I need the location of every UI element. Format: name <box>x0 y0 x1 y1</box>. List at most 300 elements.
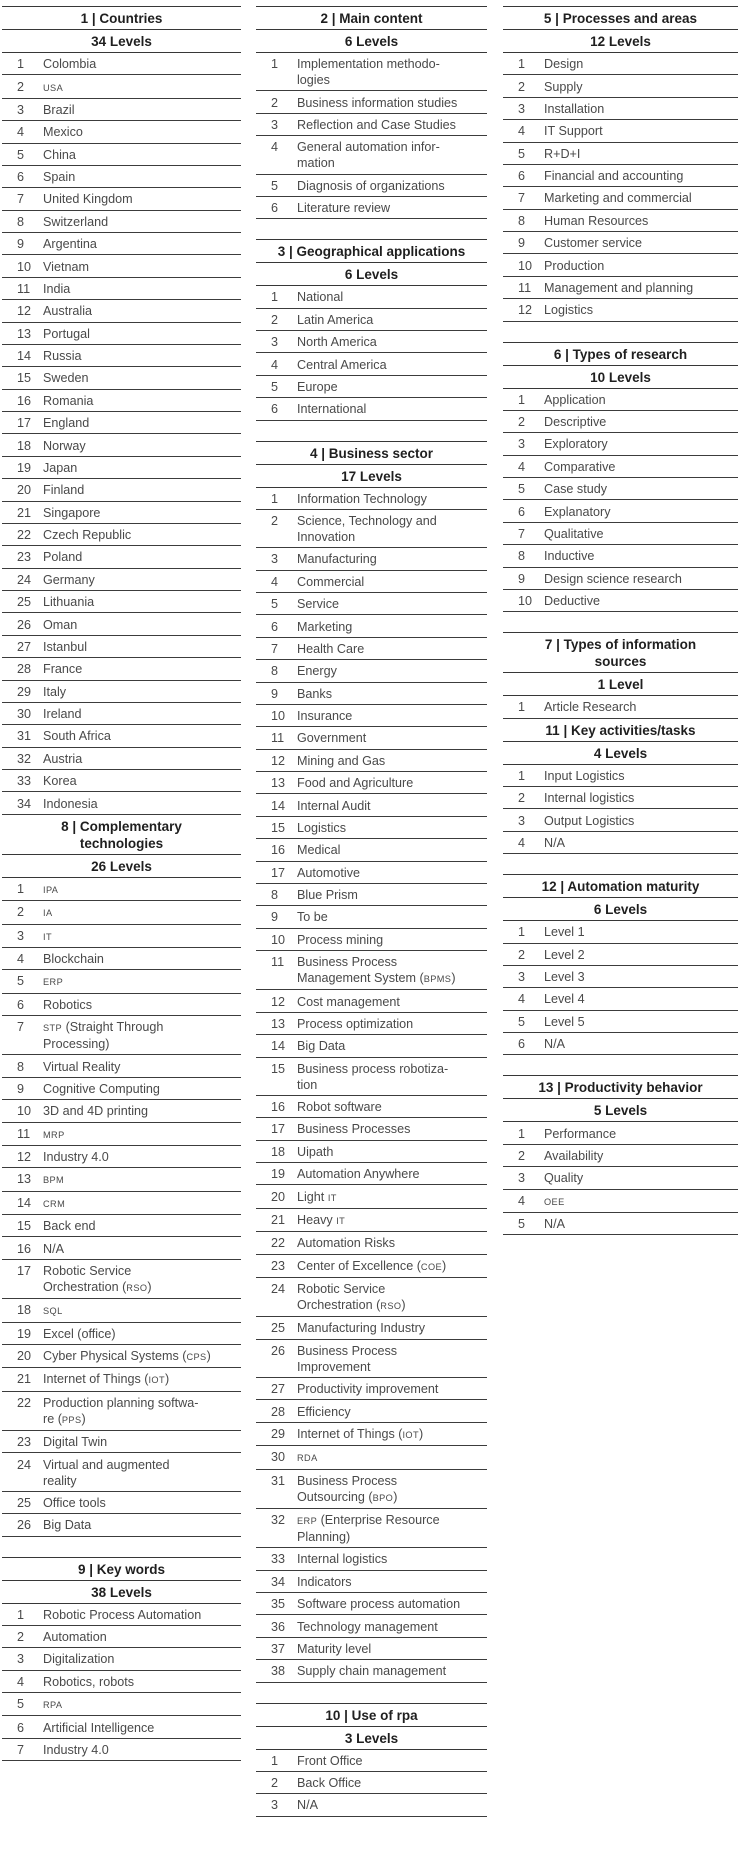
row-label: Industry 4.0 <box>43 1742 109 1757</box>
row-number: 35 <box>271 1597 286 1612</box>
row-label: Korea <box>43 774 77 789</box>
table-row <box>2 1078 241 1100</box>
table-row <box>256 376 487 398</box>
table-row <box>256 1615 487 1637</box>
table-row <box>256 1185 487 1208</box>
row-number: 2 <box>518 947 526 962</box>
table-row <box>503 254 738 276</box>
row-number: 8 <box>518 549 526 564</box>
row-number: 4 <box>518 1193 526 1208</box>
table-row <box>256 1163 487 1185</box>
row-number: 3 <box>271 117 279 132</box>
row-label: Manufacturing <box>297 552 377 567</box>
table-row <box>2 546 241 568</box>
table-row <box>256 309 487 331</box>
table-row <box>256 353 487 375</box>
row-label: Government <box>297 731 367 746</box>
row-label: Heavy IT <box>297 1212 346 1227</box>
table-row <box>2 1671 241 1693</box>
row-label: Qualitative <box>544 526 604 541</box>
row-label: Sweden <box>43 371 89 386</box>
table-title: 11 | Key activities/tasks <box>503 719 738 742</box>
table-row <box>256 510 487 548</box>
table-title: 6 | Types of research <box>503 343 738 366</box>
row-label: ERP (Enterprise Resource Planning) <box>297 1513 440 1545</box>
row-label: Cost management <box>297 994 400 1009</box>
row-number: 5 <box>17 974 25 989</box>
row-number: 10 <box>17 259 32 274</box>
table-row <box>2 725 241 747</box>
row-label: China <box>43 147 76 162</box>
row-number: 20 <box>271 1189 286 1204</box>
row-number: 29 <box>271 1426 286 1441</box>
table-row <box>2 1123 241 1146</box>
table-row <box>503 809 738 831</box>
table-row <box>2 994 241 1016</box>
row-number: 31 <box>17 729 32 744</box>
row-number: 18 <box>271 1144 286 1159</box>
table-main-content <box>256 6 487 219</box>
row-number: 14 <box>17 1195 32 1210</box>
row-number: 30 <box>271 1450 286 1465</box>
table-row <box>256 53 487 91</box>
table-title: 10 | Use of rpa <box>256 1704 487 1727</box>
row-number: 8 <box>17 1059 25 1074</box>
acronym-smallcaps: IT <box>327 1192 337 1203</box>
acronym-smallcaps: SQL <box>43 1306 63 1317</box>
table-row <box>256 1638 487 1660</box>
row-label: Uipath <box>297 1144 334 1159</box>
row-number: 19 <box>17 1326 32 1341</box>
table-row <box>256 1660 487 1682</box>
row-label: Russia <box>43 349 82 364</box>
table-row <box>256 1096 487 1118</box>
table-row <box>256 884 487 906</box>
row-label: Technology management <box>297 1619 438 1634</box>
table-row <box>503 500 738 522</box>
row-label: Automation Anywhere <box>297 1167 420 1182</box>
table-row <box>256 548 487 570</box>
table-row <box>2 1604 241 1626</box>
row-number: 15 <box>17 1219 32 1234</box>
row-number: 4 <box>17 125 25 140</box>
table-row <box>256 286 487 308</box>
row-number: 1 <box>271 491 279 506</box>
row-label: Robotics, robots <box>43 1674 134 1689</box>
row-label: Robotic Service Orchestration (RSO) <box>43 1263 152 1294</box>
row-number: 3 <box>518 437 526 452</box>
row-label: Cognitive Computing <box>43 1081 160 1096</box>
table-row <box>256 1317 487 1339</box>
row-number: 1 <box>518 1126 526 1141</box>
table-row <box>256 615 487 637</box>
table-row <box>2 1392 241 1431</box>
table-row <box>2 390 241 412</box>
table-row <box>256 839 487 861</box>
table-row <box>2 1215 241 1237</box>
table-row <box>503 210 738 232</box>
table-row <box>2 524 241 546</box>
row-label: General automation infor- mation <box>297 140 440 171</box>
row-label: Finland <box>43 483 85 498</box>
acronym-smallcaps: PPS <box>61 1414 82 1425</box>
row-number: 6 <box>17 997 25 1012</box>
row-number: 7 <box>518 526 526 541</box>
row-label: Center of Excellence (COE) <box>297 1258 447 1273</box>
table-row <box>2 502 241 524</box>
row-label: Czech Republic <box>43 528 132 543</box>
row-number: 2 <box>518 415 526 430</box>
row-label: Automation <box>43 1630 107 1645</box>
table-row <box>2 1192 241 1215</box>
table-productivity-behavior <box>503 1075 738 1235</box>
table-types-of-research <box>503 342 738 613</box>
row-label: Commercial <box>297 574 365 589</box>
row-number: 18 <box>17 1303 32 1318</box>
table-row <box>256 1278 487 1317</box>
table-row <box>256 727 487 749</box>
row-label: Inductive <box>544 549 595 564</box>
row-label: Level 4 <box>544 992 585 1007</box>
acronym-smallcaps: BPM <box>43 1175 65 1186</box>
table-row <box>2 188 241 210</box>
acronym-smallcaps: CRM <box>43 1198 66 1209</box>
row-number: 8 <box>17 214 25 229</box>
row-number: 7 <box>17 1742 25 1757</box>
row-label: Internet of Things (IOT) <box>297 1426 424 1441</box>
acronym-smallcaps: IPA <box>43 884 59 895</box>
table-processes-and-areas <box>503 6 738 322</box>
row-number: 7 <box>17 1020 25 1035</box>
table-row <box>2 1716 241 1738</box>
table-row <box>256 1058 487 1096</box>
row-number: 17 <box>271 865 286 880</box>
row-label: Software process automation <box>297 1597 461 1612</box>
row-label: Manufacturing Industry <box>297 1321 426 1336</box>
row-label: Istanbul <box>43 639 88 654</box>
row-label: Business Process Management System (BPMS) <box>297 955 456 986</box>
column-right <box>503 0 738 1235</box>
row-label: R+D+I <box>544 146 581 161</box>
row-label: Process mining <box>297 932 384 947</box>
table-row <box>256 331 487 353</box>
row-label: Latin America <box>297 312 374 327</box>
row-number: 31 <box>271 1473 286 1488</box>
table-levels-count: 17 Levels <box>256 465 487 488</box>
row-label: Financial and accounting <box>544 169 684 184</box>
row-number: 11 <box>271 955 285 970</box>
row-label: Digitalization <box>43 1652 115 1667</box>
table-row <box>256 1470 487 1509</box>
table-row <box>2 144 241 166</box>
table-row <box>503 98 738 120</box>
row-number: 3 <box>271 552 279 567</box>
table-title: 2 | Main content <box>256 7 487 30</box>
table-levels-count: 6 Levels <box>256 263 487 286</box>
table-row <box>2 748 241 770</box>
row-number: 12 <box>17 304 32 319</box>
row-number: 34 <box>17 796 32 811</box>
table-row <box>503 120 738 142</box>
table-row <box>256 488 487 510</box>
row-label: Robotic Service Orchestration (RSO) <box>297 1282 406 1313</box>
row-label: Food and Agriculture <box>297 776 414 791</box>
table-row <box>2 1237 241 1259</box>
row-number: 21 <box>271 1212 286 1227</box>
table-key-words <box>2 1557 241 1762</box>
row-number: 24 <box>17 1457 32 1472</box>
table-title: 4 | Business sector <box>256 442 487 465</box>
row-label: Marketing <box>297 619 353 634</box>
row-number: 3 <box>518 970 526 985</box>
row-number: 13 <box>271 776 286 791</box>
table-row <box>256 683 487 705</box>
row-number: 5 <box>271 597 279 612</box>
row-label <box>43 1696 241 1713</box>
row-number: 38 <box>271 1664 286 1679</box>
table-row <box>256 638 487 660</box>
table-row <box>2 434 241 456</box>
table-title: 1 | Countries <box>2 7 241 30</box>
row-number: 33 <box>271 1552 286 1567</box>
row-number: 10 <box>271 932 286 947</box>
row-label: Management and planning <box>544 280 694 295</box>
row-number: 13 <box>17 1172 32 1187</box>
table-row <box>256 175 487 197</box>
table-row <box>256 1340 487 1378</box>
row-number: 22 <box>17 1395 32 1410</box>
table-row <box>2 569 241 591</box>
table-levels-count: 12 Levels <box>503 30 738 53</box>
row-number: 10 <box>17 1104 32 1119</box>
row-number: 1 <box>518 700 526 715</box>
row-number: 4 <box>518 835 526 850</box>
row-number: 20 <box>17 1349 32 1364</box>
row-number: 23 <box>271 1258 286 1273</box>
table-row <box>2 1016 241 1055</box>
table-row <box>256 398 487 420</box>
table-row <box>256 990 487 1012</box>
row-label: North America <box>297 335 377 350</box>
row-number: 5 <box>518 482 526 497</box>
row-label: Big Data <box>297 1039 346 1054</box>
row-number: 27 <box>271 1382 286 1397</box>
row-number: 24 <box>17 572 32 587</box>
table-row <box>256 862 487 884</box>
table-row <box>256 660 487 682</box>
table-row <box>256 1232 487 1254</box>
table-row <box>2 367 241 389</box>
table-row <box>503 944 738 966</box>
row-number: 1 <box>518 925 526 940</box>
row-label: Implementation methodo- logies <box>297 57 440 88</box>
row-label: Spain <box>43 170 76 185</box>
row-label: Level 1 <box>544 925 585 940</box>
row-number: 12 <box>271 994 286 1009</box>
row-number: 15 <box>17 371 32 386</box>
table-row <box>256 1400 487 1422</box>
row-number: 5 <box>518 146 526 161</box>
row-number: 4 <box>518 992 526 1007</box>
row-label: Level 5 <box>544 1014 585 1029</box>
acronym-smallcaps: RPA <box>43 1700 63 1711</box>
row-number: 2 <box>271 1776 279 1791</box>
row-number: 5 <box>518 1014 526 1029</box>
row-label: Japan <box>43 460 78 475</box>
row-number: 3 <box>271 335 279 350</box>
row-label: Internal logistics <box>544 791 635 806</box>
row-label: Human Resources <box>544 213 649 228</box>
table-levels-count: 6 Levels <box>256 30 487 53</box>
acronym-smallcaps: COE <box>420 1261 443 1272</box>
row-number: 21 <box>17 1372 32 1387</box>
row-label: Logistics <box>544 303 593 318</box>
table-row <box>503 456 738 478</box>
row-number: 1 <box>271 290 279 305</box>
row-label <box>43 928 241 945</box>
table-row <box>256 1423 487 1446</box>
row-label: Singapore <box>43 505 101 520</box>
row-number: 6 <box>271 619 279 634</box>
table-row <box>2 1055 241 1077</box>
table-row <box>2 1368 241 1391</box>
table-row <box>2 658 241 680</box>
column-left <box>2 0 241 1761</box>
table-row <box>503 787 738 809</box>
table-row <box>256 929 487 951</box>
row-number: 2 <box>17 79 25 94</box>
row-number: 8 <box>271 664 279 679</box>
table-row <box>256 1035 487 1057</box>
row-number: 5 <box>271 379 279 394</box>
row-number: 36 <box>271 1619 286 1634</box>
row-number: 2 <box>271 514 279 529</box>
table-title: 3 | Geographical applications <box>256 240 487 263</box>
row-label: Blockchain <box>43 952 104 967</box>
table-title: 13 | Productivity behavior <box>503 1076 738 1099</box>
table-row <box>2 703 241 725</box>
row-label: India <box>43 281 71 296</box>
row-number: 32 <box>17 751 32 766</box>
row-number: 3 <box>17 928 25 943</box>
row-number: 28 <box>17 662 32 677</box>
table-complementary-technologies <box>2 815 241 1537</box>
table-row <box>256 1509 487 1548</box>
row-label <box>43 79 241 96</box>
row-label <box>43 904 241 921</box>
row-label: N/A <box>43 1241 64 1256</box>
table-row <box>503 568 738 590</box>
table-row <box>2 1453 241 1491</box>
row-label: Medical <box>297 843 341 858</box>
row-label <box>297 1449 487 1466</box>
acronym-smallcaps: MRP <box>43 1129 65 1140</box>
row-number: 33 <box>17 774 32 789</box>
row-number: 9 <box>518 571 526 586</box>
row-label: 3D and 4D printing <box>43 1104 149 1119</box>
row-label: Robotic Process Automation <box>43 1607 202 1622</box>
table-row <box>2 1299 241 1322</box>
row-label: Health Care <box>297 641 365 656</box>
row-number: 1 <box>271 57 279 72</box>
table-business-sector <box>256 441 487 884</box>
row-label: Design <box>544 57 584 72</box>
row-number: 4 <box>271 140 279 155</box>
table-row <box>256 817 487 839</box>
row-label: Reflection and Case Studies <box>297 117 456 132</box>
row-label: Internal Audit <box>297 798 371 813</box>
row-number: 9 <box>271 910 279 925</box>
table-row <box>2 878 241 901</box>
row-number: 4 <box>518 459 526 474</box>
row-number: 12 <box>17 1150 32 1165</box>
row-label: Romania <box>43 393 94 408</box>
row-number: 5 <box>518 1217 526 1232</box>
table-row <box>256 906 487 928</box>
table-row <box>2 1739 241 1761</box>
row-number: 6 <box>518 504 526 519</box>
row-number: 3 <box>518 1171 526 1186</box>
row-label: Blue Prism <box>297 888 358 903</box>
row-label: Industry 4.0 <box>43 1150 109 1165</box>
table-title: 12 | Automation maturity <box>503 875 738 898</box>
table-row <box>256 1013 487 1035</box>
table-row <box>256 1593 487 1615</box>
row-number: 29 <box>17 684 32 699</box>
row-number: 9 <box>518 236 526 251</box>
row-number: 17 <box>17 1263 32 1278</box>
acronym-smallcaps: STP <box>43 1023 63 1034</box>
acronym-smallcaps: IA <box>43 908 53 919</box>
row-number: 4 <box>17 952 25 967</box>
table-levels-count: 26 Levels <box>2 855 241 878</box>
row-number: 7 <box>17 192 25 207</box>
row-number: 4 <box>271 574 279 589</box>
table-levels-count: 10 Levels <box>503 366 738 389</box>
table-row <box>2 412 241 434</box>
table-row <box>2 479 241 501</box>
row-label: N/A <box>544 835 565 850</box>
row-label: Business process robotiza- tion <box>297 1061 449 1092</box>
row-label: National <box>297 290 344 305</box>
table-row <box>2 278 241 300</box>
row-number: 23 <box>17 1435 32 1450</box>
row-number: 12 <box>271 753 286 768</box>
row-label: Availability <box>544 1148 604 1163</box>
row-number: 2 <box>17 1630 25 1645</box>
row-label: STP (Straight Through Processing) <box>43 1020 164 1052</box>
table-row <box>503 277 738 299</box>
row-number: 5 <box>17 1697 25 1712</box>
table-key-activities-tasks <box>503 719 738 855</box>
row-label: Article Research <box>544 700 637 715</box>
table-row <box>2 901 241 924</box>
row-label: Productivity improvement <box>297 1382 439 1397</box>
table-row <box>256 1209 487 1232</box>
row-number: 32 <box>271 1513 286 1528</box>
table-row <box>256 1794 487 1816</box>
row-label <box>43 1195 241 1212</box>
row-number: 10 <box>518 594 533 609</box>
row-number: 10 <box>271 709 286 724</box>
row-label: Indicators <box>297 1574 352 1589</box>
row-number: 16 <box>17 393 32 408</box>
table-row <box>256 571 487 593</box>
table-row <box>503 1190 738 1213</box>
table-row <box>256 1571 487 1593</box>
row-label <box>43 1302 241 1319</box>
row-label: Supply chain management <box>297 1664 447 1679</box>
